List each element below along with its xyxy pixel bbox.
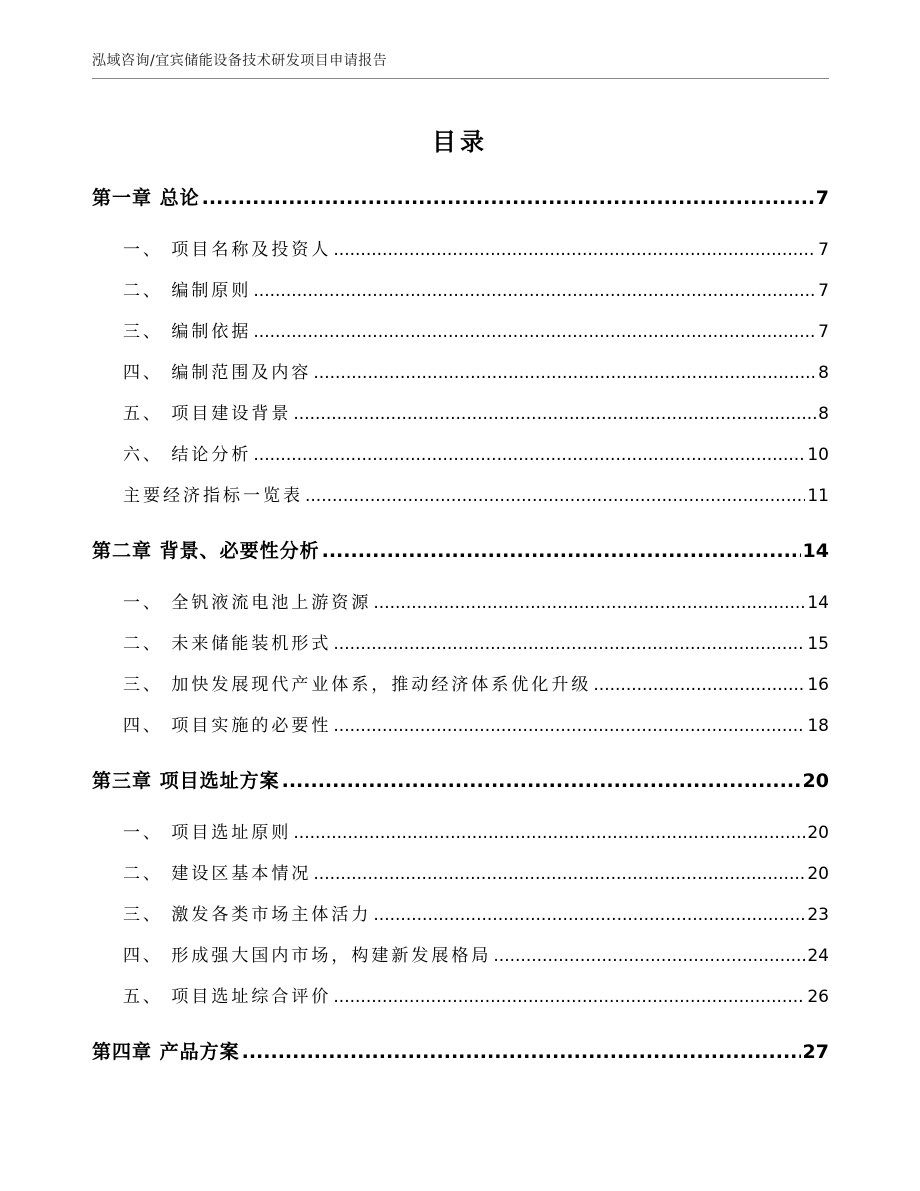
dot-leader bbox=[202, 178, 814, 218]
toc-page-number: 16 bbox=[807, 675, 829, 695]
toc-page-number: 7 bbox=[818, 240, 829, 260]
toc-page-number: 7 bbox=[818, 281, 829, 301]
toc-section-1-4[interactable] bbox=[92, 353, 829, 394]
toc-title: 目录 bbox=[432, 128, 488, 156]
toc-page-number: 14 bbox=[807, 593, 829, 613]
toc-chapter-label: 第四章 产品方案 bbox=[92, 1041, 240, 1063]
toc-page-number: 10 bbox=[807, 445, 829, 465]
dot-leader bbox=[373, 895, 805, 936]
toc-section-label: 四、 形成强大国内市场，构建新发展格局 bbox=[123, 946, 492, 966]
dot-leader bbox=[333, 624, 805, 665]
toc-section-label: 一、 项目选址原则 bbox=[123, 823, 292, 843]
dot-leader bbox=[242, 1032, 801, 1072]
dot-leader bbox=[313, 854, 805, 895]
toc-section-label: 五、 项目选址综合评价 bbox=[123, 987, 332, 1007]
toc-section-1-5[interactable] bbox=[92, 394, 829, 435]
dot-leader bbox=[333, 977, 805, 1018]
toc-chapter-label: 第一章 总论 bbox=[92, 187, 200, 209]
toc-section-2-4[interactable] bbox=[92, 706, 829, 747]
toc-section-1-3[interactable] bbox=[92, 312, 829, 353]
toc-section-2-3[interactable] bbox=[92, 665, 829, 706]
toc-section-label: 主要经济指标一览表 bbox=[123, 486, 303, 506]
dot-leader bbox=[253, 271, 816, 312]
toc-chapter-label: 第二章 背景、必要性分析 bbox=[92, 540, 320, 562]
toc-page-number: 18 bbox=[807, 716, 829, 736]
toc-section-3-5[interactable] bbox=[92, 977, 829, 1018]
toc-page-number: 20 bbox=[802, 770, 829, 792]
toc-section-2-1[interactable] bbox=[92, 583, 829, 624]
dot-leader bbox=[333, 230, 816, 271]
dot-leader bbox=[373, 583, 805, 624]
toc-section-3-4[interactable] bbox=[92, 936, 829, 977]
toc-chapter-4[interactable] bbox=[92, 1032, 829, 1072]
dot-leader bbox=[282, 761, 801, 801]
toc-section-label: 六、 结论分析 bbox=[123, 445, 252, 465]
dot-leader bbox=[333, 706, 805, 747]
dot-leader bbox=[305, 476, 805, 517]
toc-page-number: 23 bbox=[807, 905, 829, 925]
toc-section-label: 三、 激发各类市场主体活力 bbox=[123, 905, 372, 925]
toc-page-number: 20 bbox=[807, 823, 829, 843]
toc-chapter-label: 第三章 项目选址方案 bbox=[92, 770, 280, 792]
toc-section-1-6[interactable] bbox=[92, 435, 829, 476]
dot-leader bbox=[493, 936, 805, 977]
dot-leader bbox=[322, 531, 801, 571]
toc-page-number: 26 bbox=[807, 987, 829, 1007]
toc-section-label: 四、 项目实施的必要性 bbox=[123, 716, 332, 736]
dot-leader bbox=[253, 435, 805, 476]
toc-page-number: 14 bbox=[802, 540, 829, 562]
toc-section-1-7[interactable] bbox=[92, 476, 829, 517]
dot-leader bbox=[593, 665, 805, 706]
toc-page-number: 20 bbox=[807, 864, 829, 884]
dot-leader bbox=[313, 353, 816, 394]
table-of-contents bbox=[92, 178, 829, 1072]
toc-section-3-3[interactable] bbox=[92, 895, 829, 936]
toc-page-number: 7 bbox=[815, 187, 829, 209]
toc-section-label: 五、 项目建设背景 bbox=[123, 404, 292, 424]
toc-page-number: 7 bbox=[818, 322, 829, 342]
toc-section-label: 二、 未来储能装机形式 bbox=[123, 634, 332, 654]
dot-leader bbox=[293, 813, 805, 854]
toc-page-number: 24 bbox=[807, 946, 829, 966]
toc-section-3-2[interactable] bbox=[92, 854, 829, 895]
toc-section-3-1[interactable] bbox=[92, 813, 829, 854]
dot-leader bbox=[293, 394, 816, 435]
toc-page-number: 15 bbox=[807, 634, 829, 654]
toc-page-number: 8 bbox=[818, 363, 829, 383]
toc-section-label: 二、 建设区基本情况 bbox=[123, 864, 312, 884]
toc-section-label: 四、 编制范围及内容 bbox=[123, 363, 312, 383]
running-header: 泓域咨询/宜宾储能设备技术研发项目申请报告 bbox=[92, 53, 388, 69]
toc-chapter-2[interactable] bbox=[92, 531, 829, 571]
toc-page-number: 27 bbox=[802, 1041, 829, 1063]
toc-section-1-1[interactable] bbox=[92, 230, 829, 271]
toc-section-2-2[interactable] bbox=[92, 624, 829, 665]
toc-page-number: 11 bbox=[807, 486, 829, 506]
toc-section-label: 一、 项目名称及投资人 bbox=[123, 240, 332, 260]
toc-section-1-2[interactable] bbox=[92, 271, 829, 312]
toc-section-label: 一、 全钒液流电池上游资源 bbox=[123, 593, 372, 613]
toc-section-label: 二、 编制原则 bbox=[123, 281, 252, 301]
header-rule bbox=[92, 78, 829, 79]
toc-chapter-1[interactable] bbox=[92, 178, 829, 218]
dot-leader bbox=[253, 312, 816, 353]
toc-page-number: 8 bbox=[818, 404, 829, 424]
toc-section-label: 三、 加快发展现代产业体系，推动经济体系优化升级 bbox=[123, 675, 592, 695]
toc-section-label: 三、 编制依据 bbox=[123, 322, 252, 342]
toc-chapter-3[interactable] bbox=[92, 761, 829, 801]
